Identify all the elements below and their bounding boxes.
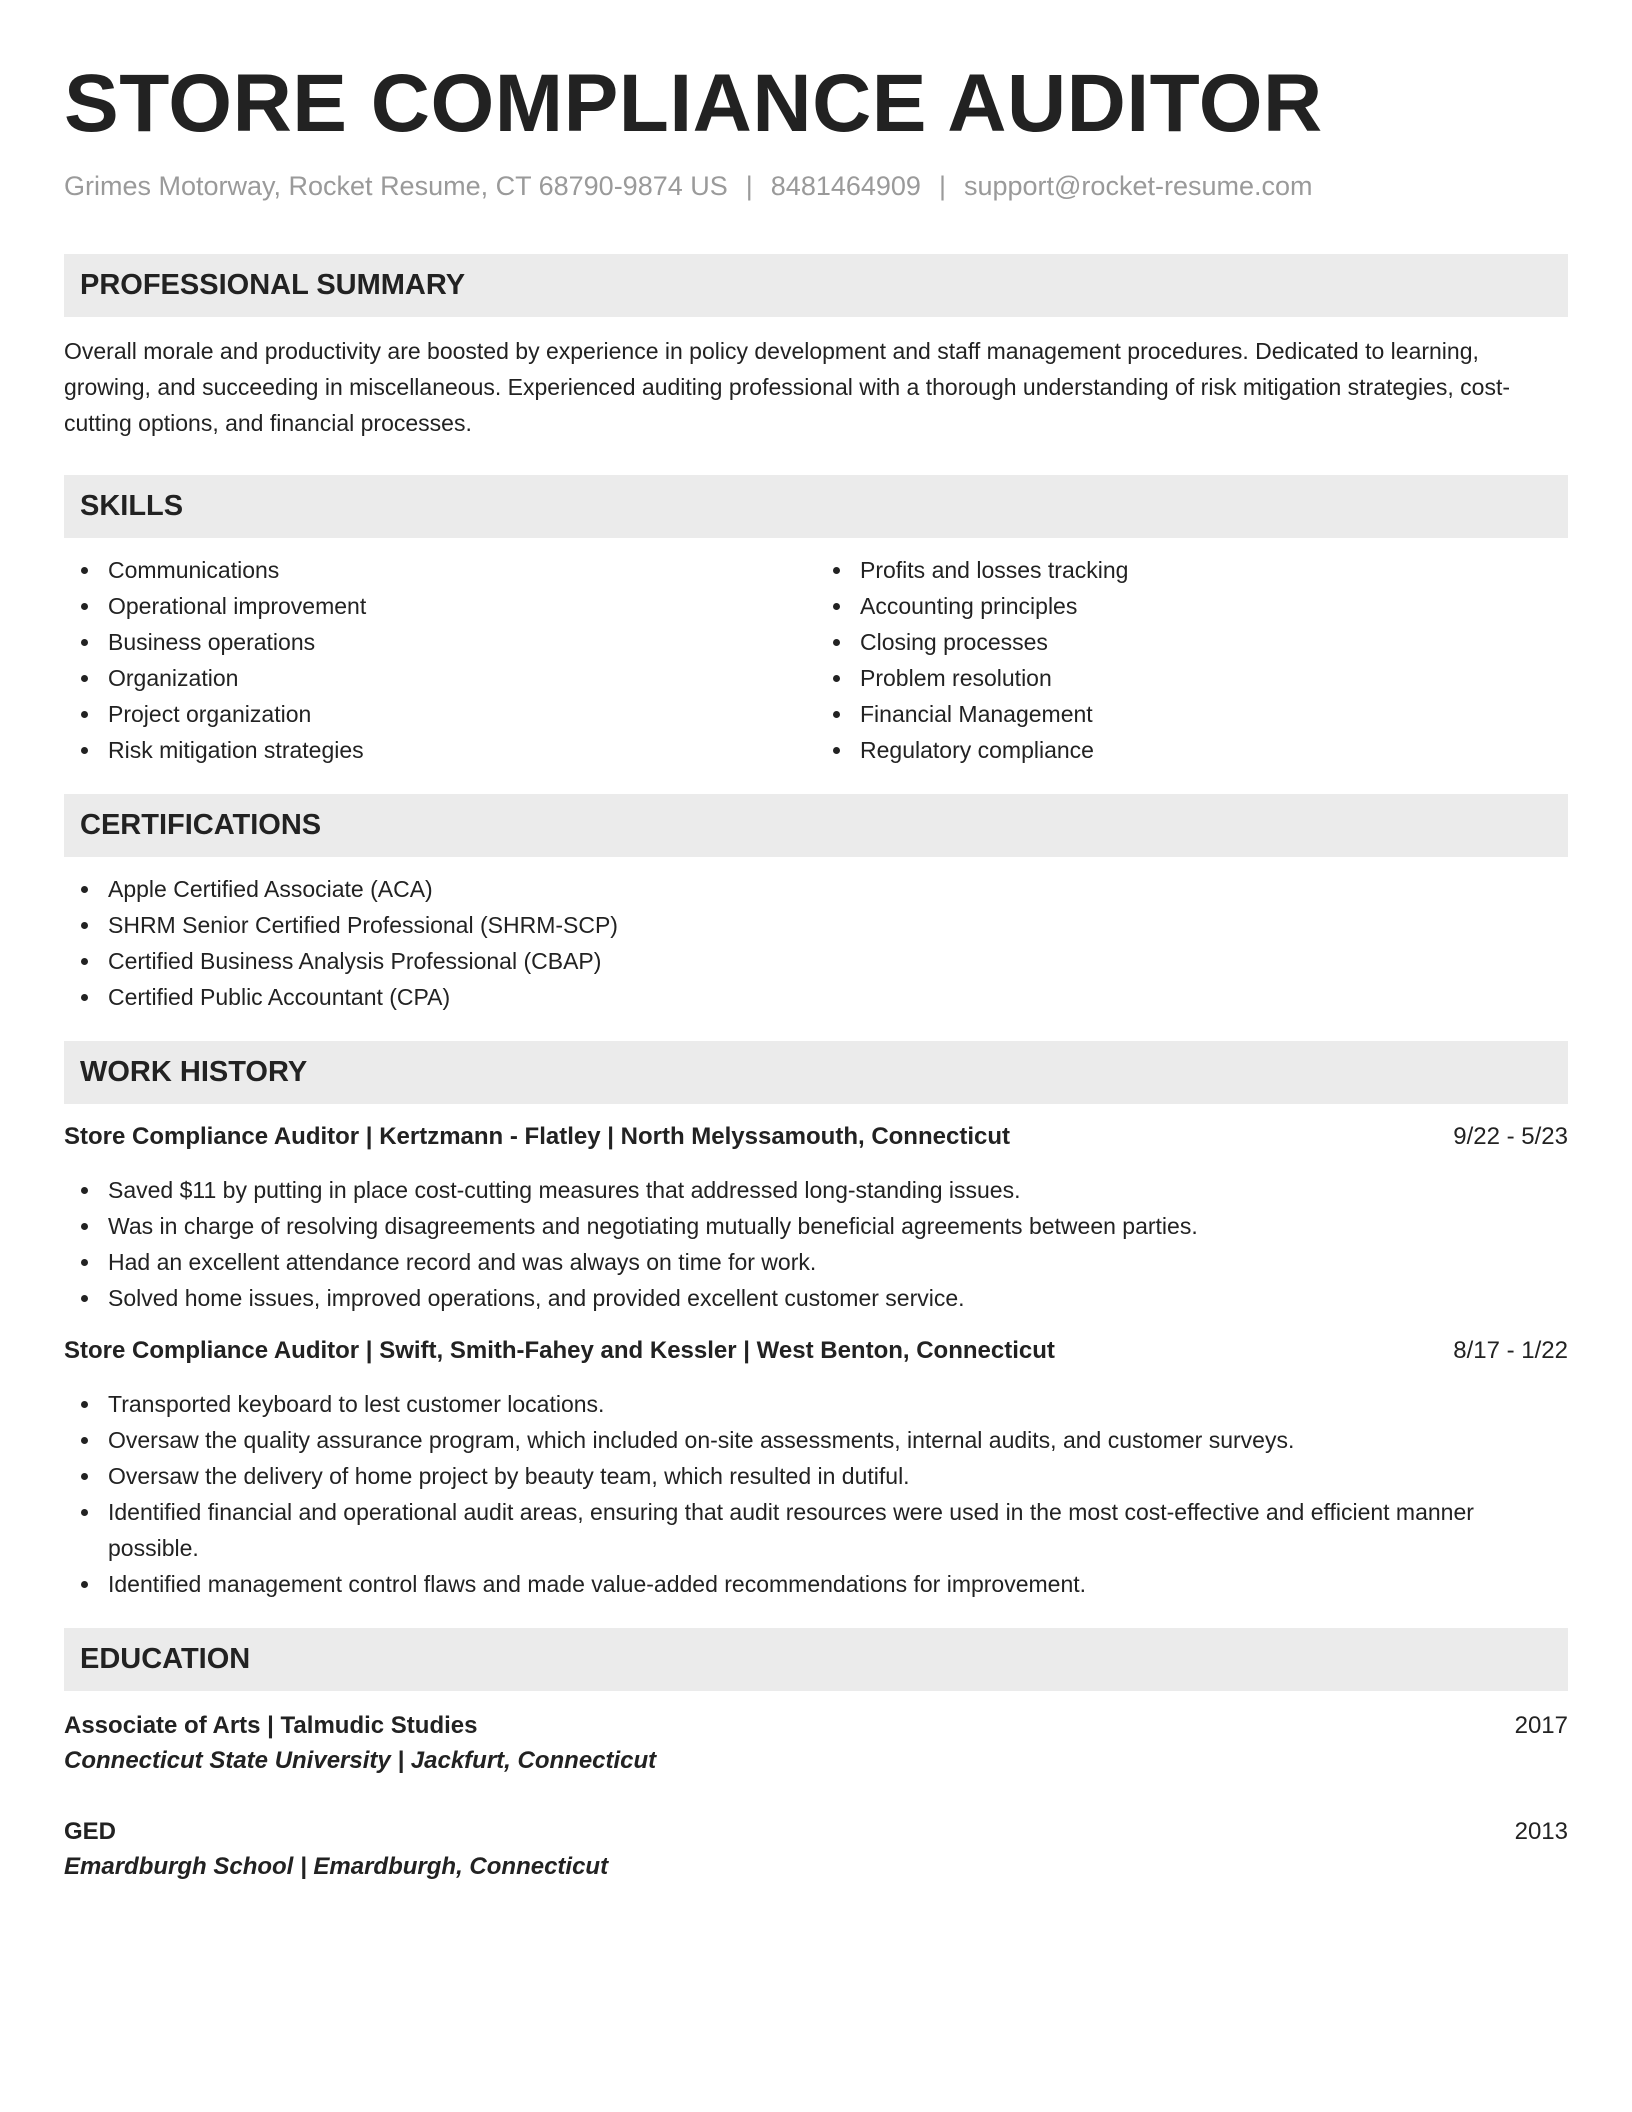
skills-right-list — [816, 552, 1568, 768]
certifications-list — [64, 871, 1568, 1015]
job-bullet: Identified management control flaws and made value-added recommendations for improvement. — [108, 1566, 1568, 1602]
skill-item: Regulatory compliance — [860, 732, 1568, 768]
education-degree: GED — [64, 1818, 117, 1845]
job-bullet: Was in charge of resolving disagreements and negotiating mutually beneficial agreements between parties. — [108, 1208, 1568, 1244]
certification-item: Certified Public Accountant (CPA) — [108, 979, 1568, 1015]
education-degree: Associate of Arts | Talmudic Studies — [64, 1712, 478, 1739]
skill-item: Financial Management — [860, 696, 1568, 732]
education-header — [64, 1815, 1568, 1849]
certification-item: Apple Certified Associate (ACA) — [108, 871, 1568, 907]
job-title: Store Compliance Auditor | Kertzmann - Flatley | North Melyssamouth, Connecticut — [64, 1123, 1010, 1150]
section-heading-certifications: CERTIFICATIONS — [64, 794, 1568, 857]
job-bullet: Had an excellent attendance record and was always on time for work. — [108, 1244, 1568, 1280]
skill-item: Risk mitigation strategies — [108, 732, 816, 768]
section-heading-skills: SKILLS — [64, 475, 1568, 538]
education-school: Emardburgh School | Emardburgh, Connecticut — [64, 1853, 609, 1880]
contact-email: support@rocket-resume.com — [963, 171, 1313, 201]
job-bullet: Solved home issues, improved operations, and provided excellent customer service. — [108, 1280, 1568, 1316]
section-heading-education: EDUCATION — [64, 1628, 1568, 1691]
job-bullet: Saved $11 by putting in place cost-cutting measures that addressed long-standing issues. — [108, 1172, 1568, 1208]
education-year: 2013 — [1514, 1818, 1568, 1845]
job-header — [64, 1334, 1568, 1368]
skill-item: Communications — [108, 552, 816, 588]
contact-phone: 8481464909 — [770, 171, 921, 201]
section-heading-summary: PROFESSIONAL SUMMARY — [64, 254, 1568, 317]
skill-item: Profits and losses tracking — [860, 552, 1568, 588]
certification-item: SHRM Senior Certified Professional (SHRM-SCP) — [108, 907, 1568, 943]
job-bullet: Identified financial and operational audit areas, ensuring that audit resources were used in the most cost-effective and efficient manner possible. — [108, 1494, 1568, 1566]
job-bullet: Oversaw the quality assurance program, which included on-site assessments, internal audits, and customer surveys. — [108, 1422, 1568, 1458]
skills-left-list — [64, 552, 816, 768]
skill-item: Business operations — [108, 624, 816, 660]
contact-separator: | — [745, 171, 753, 201]
education-year: 2017 — [1514, 1712, 1568, 1739]
skill-item: Project organization — [108, 696, 816, 732]
job-header — [64, 1120, 1568, 1154]
skill-item: Problem resolution — [860, 660, 1568, 696]
education-school: Connecticut State University | Jackfurt, Connecticut — [64, 1747, 657, 1774]
section-heading-work-history: WORK HISTORY — [64, 1041, 1568, 1104]
job-title: Store Compliance Auditor | Swift, Smith-Fahey and Kessler | West Benton, Connecticut — [64, 1337, 1055, 1364]
contact-line — [64, 168, 1568, 204]
job-bullets — [64, 1386, 1568, 1602]
certification-item: Certified Business Analysis Professional (CBAP) — [108, 943, 1568, 979]
contact-separator: | — [938, 171, 946, 201]
education-header — [64, 1709, 1568, 1743]
job-bullet: Transported keyboard to lest customer locations. — [108, 1386, 1568, 1422]
summary-text: Overall morale and productivity are boosted by experience in policy development and staff management procedures. Dedicated to learning, growing, and succeeding in miscellaneous. Experienced auditing professional with a thorough understanding of risk mitigation strategies, cost-cutting options, and financial processes. — [64, 338, 1510, 436]
job-dates: 9/22 - 5/23 — [1453, 1123, 1568, 1150]
job-bullet: Oversaw the delivery of home project by beauty team, which resulted in dutiful. — [108, 1458, 1568, 1494]
skills-grid — [64, 552, 1568, 768]
contact-address: Grimes Motorway, Rocket Resume, CT 68790-9874 US — [64, 171, 728, 201]
skill-item: Closing processes — [860, 624, 1568, 660]
job-bullets — [64, 1172, 1568, 1316]
resume-name: STORE COMPLIANCE AUDITOR — [64, 58, 1323, 149]
skill-item: Organization — [108, 660, 816, 696]
skill-item: Accounting principles — [860, 588, 1568, 624]
skill-item: Operational improvement — [108, 588, 816, 624]
job-dates: 8/17 - 1/22 — [1453, 1337, 1568, 1364]
